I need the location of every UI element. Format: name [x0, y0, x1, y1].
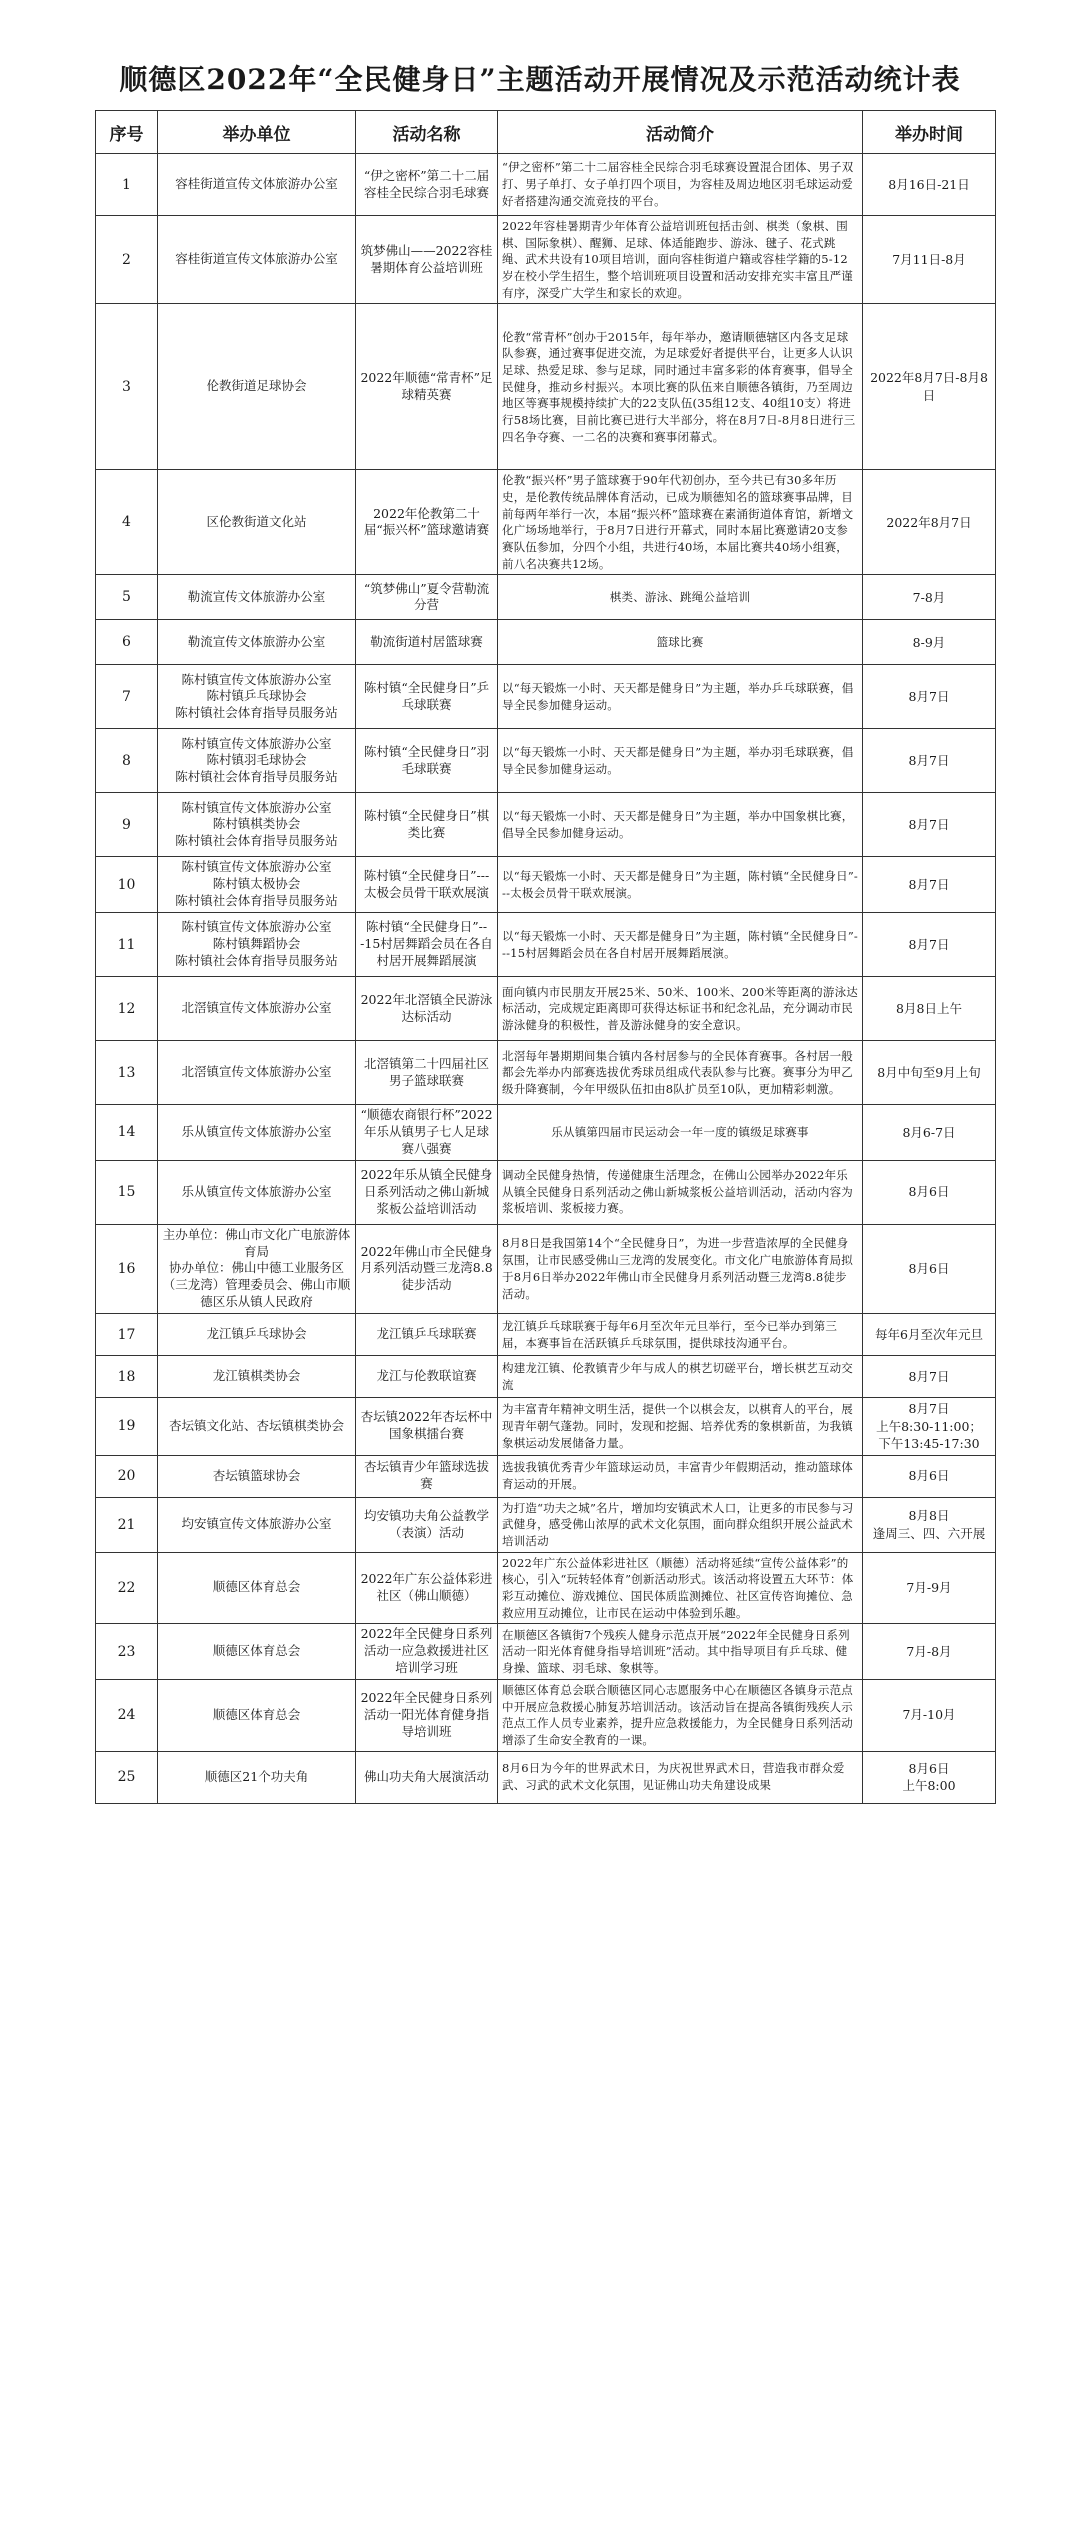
- row-number: 23: [96, 1624, 158, 1680]
- row-organizer: 区伦教街道文化站: [158, 470, 356, 575]
- row-organizer: 北滘镇宣传文体旅游办公室: [158, 977, 356, 1041]
- row-organizer: 乐从镇宣传文体旅游办公室: [158, 1160, 356, 1224]
- row-time: 7月-10月: [863, 1679, 996, 1751]
- row-organizer: 主办单位：佛山市文化广电旅游体育局 协办单位：佛山中德工业服务区（三龙湾）管理委员会、佛山市顺德区乐从镇人民政府: [158, 1224, 356, 1313]
- activity-table: [95, 110, 996, 1804]
- row-activity-name: 2022年佛山市全民健身月系列活动暨三龙湾8.8徒步活动: [356, 1224, 498, 1313]
- table-row: [96, 913, 996, 977]
- table-row: [96, 665, 996, 729]
- row-time: 8月7日: [863, 857, 996, 913]
- row-organizer: 陈村镇宣传文体旅游办公室 陈村镇羽毛球协会 陈村镇社会体育指导员服务站: [158, 729, 356, 793]
- row-organizer: 陈村镇宣传文体旅游办公室 陈村镇乒乓球协会 陈村镇社会体育指导员服务站: [158, 665, 356, 729]
- row-number: 5: [96, 575, 158, 620]
- row-time: 7月-8月: [863, 1624, 996, 1680]
- table-row: [96, 1314, 996, 1356]
- table-row: [96, 1356, 996, 1398]
- table-row: [96, 793, 996, 857]
- table-row: [96, 729, 996, 793]
- row-time: 7月-9月: [863, 1552, 996, 1624]
- row-description: 选拔我镇优秀青少年篮球运动员，丰富青少年假期活动，推动篮球体育运动的开展。: [498, 1455, 863, 1497]
- row-description: 篮球比赛: [498, 620, 863, 665]
- header-desc: 活动简介: [498, 111, 863, 154]
- header-org: 举办单位: [158, 111, 356, 154]
- row-organizer: 顺德区体育总会: [158, 1624, 356, 1680]
- row-number: 8: [96, 729, 158, 793]
- row-organizer: 顺德区体育总会: [158, 1552, 356, 1624]
- header-time: 举办时间: [863, 111, 996, 154]
- row-activity-name: 佛山功夫角大展演活动: [356, 1751, 498, 1803]
- table-row: [96, 1679, 996, 1751]
- table-row: [96, 470, 996, 575]
- row-organizer: 顺德区21个功夫角: [158, 1751, 356, 1803]
- row-description: 以“每天锻炼一小时、天天都是健身日”为主题，举办乒乓球联赛，倡导全民参加健身运动。: [498, 665, 863, 729]
- row-organizer: 勒流宣传文体旅游办公室: [158, 620, 356, 665]
- row-organizer: 龙江镇乒乓球协会: [158, 1314, 356, 1356]
- row-activity-name: 陈村镇“全民健身日”羽毛球联赛: [356, 729, 498, 793]
- row-number: 1: [96, 154, 158, 216]
- row-time: 8月7日: [863, 729, 996, 793]
- row-activity-name: 2022年全民健身日系列活动一应急救援进社区培训学习班: [356, 1624, 498, 1680]
- row-activity-name: 龙江镇乒乓球联赛: [356, 1314, 498, 1356]
- table-row: [96, 1160, 996, 1224]
- row-description: 2022年容桂暑期青少年体育公益培训班包括击剑、棋类（象棋、围棋、国际象棋）、醒狮、足球、体适能跑步、游泳、毽子、花式跳绳、武术共设有10项目培训，面向容桂街道户籍或容桂学籍的5-12岁在校小学生招生，整个培训班项目设置和活动安排充实丰富且严谨有序，深受广大学生和家长的欢迎。: [498, 216, 863, 304]
- row-activity-name: 陈村镇“全民健身日”乒乓球联赛: [356, 665, 498, 729]
- header-no: 序号: [96, 111, 158, 154]
- row-number: 25: [96, 1751, 158, 1803]
- row-time: 8月7日: [863, 665, 996, 729]
- row-number: 22: [96, 1552, 158, 1624]
- table-row: [96, 1224, 996, 1313]
- table-row: [96, 304, 996, 470]
- row-time: 2022年8月7日-8月8日: [863, 304, 996, 470]
- row-description: “伊之密杯”第二十二届容桂全民综合羽毛球赛设置混合团体、男子双打、男子单打、女子单打四个项目，为容桂及周边地区羽毛球运动爱好者搭建沟通交流竞技的平台。: [498, 154, 863, 216]
- row-organizer: 容桂街道宣传文体旅游办公室: [158, 216, 356, 304]
- row-number: 10: [96, 857, 158, 913]
- row-time: 8-9月: [863, 620, 996, 665]
- table-row: [96, 575, 996, 620]
- row-time: 2022年8月7日: [863, 470, 996, 575]
- row-description: 顺德区体育总会联合顺德区同心志愿服务中心在顺德区各镇身示范点中开展应急救援心肺复苏培训活动。该活动旨在提高各镇街残疾人示范点工作人员专业素养，提升应急救援能力，为全民健身日系列活动增添了生命安全教育的一课。: [498, 1679, 863, 1751]
- table-header-row: [96, 111, 996, 154]
- row-organizer: 陈村镇宣传文体旅游办公室 陈村镇舞蹈协会 陈村镇社会体育指导员服务站: [158, 913, 356, 977]
- row-organizer: 杏坛镇文化站、杏坛镇棋类协会: [158, 1398, 356, 1456]
- row-activity-name: “伊之密杯”第二十二届容桂全民综合羽毛球赛: [356, 154, 498, 216]
- row-description: 面向镇内市民朋友开展25米、50米、100米、200米等距离的游泳达标活动，完成规定距离即可获得达标证书和纪念礼品，充分调动市民游泳健身的积极性，普及游泳健身的安全意识。: [498, 977, 863, 1041]
- row-description: 2022年广东公益体彩进社区（顺德）活动将延续“宣传公益体彩”的核心，引入“玩转轻体育”创新活动形式。该活动将设置五大环节：体彩互动摊位、游戏摊位、国民体质监测摊位、社区宣传咨询摊位、急救应用互动摊位，让市民在运动中体验到乐趣。: [498, 1552, 863, 1624]
- row-description: 北滘每年暑期期间集合镇内各村居参与的全民体育赛事。各村居一般都会先举办内部赛选拔优秀球员组成代表队参与比赛。赛事分为甲乙级升降赛制，今年甲级队伍扣由8队扩员至10队，更加精彩刺激。: [498, 1041, 863, 1105]
- row-activity-name: 2022年全民健身日系列活动一阳光体育健身指导培训班: [356, 1679, 498, 1751]
- table-row: [96, 1751, 996, 1803]
- row-description: 以“每天锻炼一小时、天天都是健身日”为主题，陈村镇“全民健身日”---15村居舞蹈会员在各自村居开展舞蹈展演。: [498, 913, 863, 977]
- row-number: 20: [96, 1455, 158, 1497]
- table-row: [96, 216, 996, 304]
- row-organizer: 均安镇宣传文体旅游办公室: [158, 1497, 356, 1552]
- row-organizer: 陈村镇宣传文体旅游办公室 陈村镇太极协会 陈村镇社会体育指导员服务站: [158, 857, 356, 913]
- row-organizer: 龙江镇棋类协会: [158, 1356, 356, 1398]
- row-description: 以“每天锻炼一小时、天天都是健身日”为主题，陈村镇“全民健身日”---太极会员骨干联欢展演。: [498, 857, 863, 913]
- row-description: 以“每天锻炼一小时、天天都是健身日”为主题，举办羽毛球联赛，倡导全民参加健身运动。: [498, 729, 863, 793]
- row-time: 8月6日: [863, 1455, 996, 1497]
- row-activity-name: 均安镇功夫角公益教学（表演）活动: [356, 1497, 498, 1552]
- row-number: 17: [96, 1314, 158, 1356]
- row-number: 3: [96, 304, 158, 470]
- row-description: 以“每天锻炼一小时、天天都是健身日”为主题，举办中国象棋比赛，倡导全民参加健身运动。: [498, 793, 863, 857]
- row-activity-name: 2022年伦教第二十届“振兴杯”篮球邀请赛: [356, 470, 498, 575]
- row-activity-name: 杏坛镇2022年杏坛杯中国象棋擂台赛: [356, 1398, 498, 1456]
- row-activity-name: 2022年乐从镇全民健身日系列活动之佛山新城浆板公益培训活动: [356, 1160, 498, 1224]
- table-row: [96, 1552, 996, 1624]
- row-organizer: 容桂街道宣传文体旅游办公室: [158, 154, 356, 216]
- row-activity-name: 北滘镇第二十四届社区男子篮球联赛: [356, 1041, 498, 1105]
- row-number: 6: [96, 620, 158, 665]
- row-time: 8月16日-21日: [863, 154, 996, 216]
- row-activity-name: 陈村镇“全民健身日”---15村居舞蹈会员在各自村居开展舞蹈展演: [356, 913, 498, 977]
- header-name: 活动名称: [356, 111, 498, 154]
- row-description: 龙江镇乒乓球联赛于每年6月至次年元旦举行，至今已举办到第三届，本赛事旨在活跃镇乒乓球氛围，提供球技沟通平台。: [498, 1314, 863, 1356]
- row-activity-name: 陈村镇“全民健身日”棋类比赛: [356, 793, 498, 857]
- row-organizer: 伦教街道足球协会: [158, 304, 356, 470]
- row-description: 为丰富青年精神文明生活，提供一个以棋会友，以棋育人的平台，展现青年朝气蓬勃。同时，发现和挖掘、培养优秀的象棋新苗，为我镇象棋运动发展储备力量。: [498, 1398, 863, 1456]
- row-activity-name: 2022年顺德“常青杯”足球精英赛: [356, 304, 498, 470]
- row-number: 18: [96, 1356, 158, 1398]
- row-organizer: 顺德区体育总会: [158, 1679, 356, 1751]
- row-time: 8月6-7日: [863, 1105, 996, 1161]
- row-time: 8月8日 逢周三、四、六开展: [863, 1497, 996, 1552]
- row-activity-name: 龙江与伦教联谊赛: [356, 1356, 498, 1398]
- row-description: 8月6日为今年的世界武术日，为庆祝世界武术日，营造我市群众爱武、习武的武术文化氛围，见证佛山功夫角建设成果: [498, 1751, 863, 1803]
- row-number: 11: [96, 913, 158, 977]
- row-description: 乐从镇第四届市民运动会一年一度的镇级足球赛事: [498, 1105, 863, 1161]
- row-activity-name: 2022年北滘镇全民游泳达标活动: [356, 977, 498, 1041]
- row-time: 7月11日-8月: [863, 216, 996, 304]
- table-row: [96, 1398, 996, 1456]
- row-activity-name: “顺德农商银行杯”2022年乐从镇男子七人足球赛八强赛: [356, 1105, 498, 1161]
- row-description: 伦教“常青杯”创办于2015年，每年举办，邀请顺德辖区内各支足球队参赛，通过赛事促进交流，为足球爱好者提供平台，让更多人认识足球、热爱足球、参与足球，同时通过丰富多彩的体育赛事，倡导全民健身，推动乡村振兴。本项比赛的队伍来自顺德各镇街，乃至周边地区等赛事规模持续扩大的22支队伍(35组12支、40组10支）将进行58场比赛，目前比赛已进行大半部分，将在8月7日-8月8日进行三四名争夺赛、一二名的决赛和赛事闭幕式。: [498, 304, 863, 470]
- row-activity-name: 勒流街道村居篮球赛: [356, 620, 498, 665]
- row-description: 伦教“振兴杯”男子篮球赛于90年代初创办，至今共已有30多年历史，是伦教传统品牌体育活动，已成为顺德知名的篮球赛事品牌，目前每两年举行一次，本届“振兴杯”篮球赛在素涌街道体育馆，新增文化广场场地举行，于8月7日进行开幕式，同时本届比赛邀请20支参赛队伍参加，分四个小组，共进行40场，本届比赛共40场小组赛，前八名决赛共12场。: [498, 470, 863, 575]
- row-activity-name: 杏坛镇青少年篮球选拔赛: [356, 1455, 498, 1497]
- page-title: 顺德区2022年“全民健身日”主题活动开展情况及示范活动统计表: [119, 63, 961, 96]
- row-organizer: 勒流宣传文体旅游办公室: [158, 575, 356, 620]
- row-number: 13: [96, 1041, 158, 1105]
- row-description: 在顺德区各镇街7个残疾人健身示范点开展“2022年全民健身日系列活动一阳光体育健身指导培训班”活动。其中指导项目有乒乓球、健身操、篮球、羽毛球、象棋等。: [498, 1624, 863, 1680]
- row-organizer: 杏坛镇篮球协会: [158, 1455, 356, 1497]
- row-organizer: 乐从镇宣传文体旅游办公室: [158, 1105, 356, 1161]
- table-row: [96, 1455, 996, 1497]
- row-time: 8月6日: [863, 1160, 996, 1224]
- row-number: 12: [96, 977, 158, 1041]
- row-time: 8月7日 上午8:30-11:00； 下午13:45-17:30: [863, 1398, 996, 1456]
- row-time: 7-8月: [863, 575, 996, 620]
- table-row: [96, 1497, 996, 1552]
- row-number: 7: [96, 665, 158, 729]
- row-time: 8月8日上午: [863, 977, 996, 1041]
- row-time: 8月7日: [863, 1356, 996, 1398]
- row-number: 4: [96, 470, 158, 575]
- row-description: 调动全民健身热情，传递健康生活理念，在佛山公园举办2022年乐从镇全民健身日系列活动之佛山新城浆板公益培训活动，活动内容为浆板培训、浆板接力赛。: [498, 1160, 863, 1224]
- row-description: 棋类、游泳、跳绳公益培训: [498, 575, 863, 620]
- row-number: 16: [96, 1224, 158, 1313]
- row-time: 每年6月至次年元旦: [863, 1314, 996, 1356]
- row-number: 24: [96, 1679, 158, 1751]
- row-time: 8月中旬至9月上旬: [863, 1041, 996, 1105]
- row-time: 8月6日 上午8:00: [863, 1751, 996, 1803]
- row-description: 为打造“功夫之城”名片，增加均安镇武术人口，让更多的市民参与习武健身，感受佛山浓厚的武术文化氛围，面向群众组织开展公益武术培训活动: [498, 1497, 863, 1552]
- row-number: 2: [96, 216, 158, 304]
- table-row: [96, 1624, 996, 1680]
- row-time: 8月7日: [863, 913, 996, 977]
- table-row: [96, 1105, 996, 1161]
- row-time: 8月6日: [863, 1224, 996, 1313]
- table-row: [96, 154, 996, 216]
- row-number: 21: [96, 1497, 158, 1552]
- table-row: [96, 1041, 996, 1105]
- row-number: 19: [96, 1398, 158, 1456]
- row-number: 14: [96, 1105, 158, 1161]
- row-activity-name: “筑梦佛山”夏令营勒流分营: [356, 575, 498, 620]
- row-number: 9: [96, 793, 158, 857]
- row-description: 构建龙江镇、伦教镇青少年与成人的棋艺切磋平台，增长棋艺互动交流: [498, 1356, 863, 1398]
- table-row: [96, 857, 996, 913]
- row-organizer: 陈村镇宣传文体旅游办公室 陈村镇棋类协会 陈村镇社会体育指导员服务站: [158, 793, 356, 857]
- row-number: 15: [96, 1160, 158, 1224]
- row-organizer: 北滘镇宣传文体旅游办公室: [158, 1041, 356, 1105]
- table-row: [96, 977, 996, 1041]
- row-description: 8月8日是我国第14个“全民健身日”，为进一步营造浓厚的全民健身氛围，让市民感受佛山三龙湾的发展变化。市文化广电旅游体育局拟于8月6日举办2022年佛山市全民健身月系列活动暨三龙湾8.8徒步活动。: [498, 1224, 863, 1313]
- row-activity-name: 陈村镇“全民健身日”---太极会员骨干联欢展演: [356, 857, 498, 913]
- row-activity-name: 筑梦佛山——2022容桂暑期体育公益培训班: [356, 216, 498, 304]
- row-activity-name: 2022年广东公益体彩进社区（佛山顺德）: [356, 1552, 498, 1624]
- row-time: 8月7日: [863, 793, 996, 857]
- table-row: [96, 620, 996, 665]
